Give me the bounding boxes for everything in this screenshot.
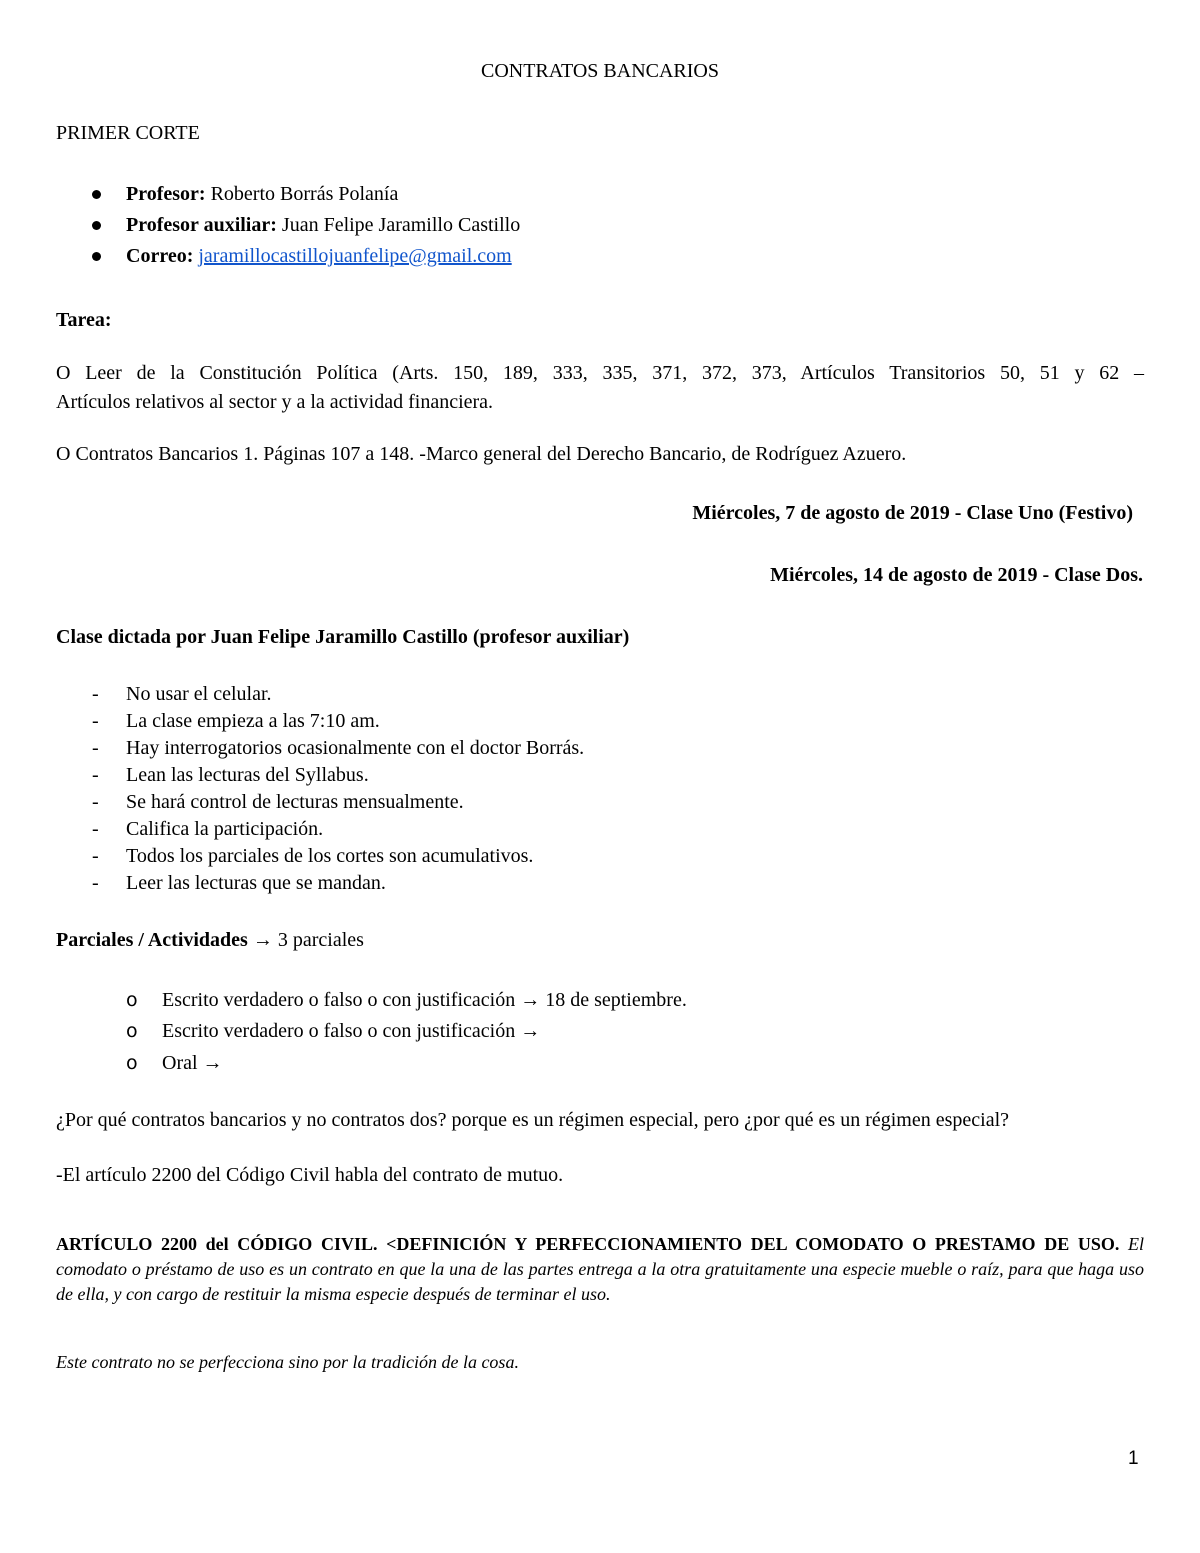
circle-bullet-icon: o: [126, 989, 138, 1011]
question-paragraph: ¿Por qué contratos bancarios y no contratos dos? porque es un régimen especial, pero ¿por qué es un régimen especial?: [56, 1109, 1009, 1131]
professor-line: [126, 181, 398, 207]
bullet-icon: [92, 221, 101, 230]
document-title: CONTRATOS BANCARIOS: [480, 60, 719, 82]
parcial-item: Escrito verdadero o falso o con justificación →: [162, 1020, 541, 1042]
dash-marker: -: [92, 683, 99, 705]
tarea-item-2: O Contratos Bancarios 1. Páginas 107 a 148. -Marco general del Derecho Bancario, de Rodríguez Azuero.: [56, 443, 907, 465]
rule-item: La clase empieza a las 7:10 am.: [126, 710, 380, 732]
article-body: El comodato o préstamo de uso es un contrato en que la una de las partes entrega a la otra gratuitamente una especie mueble o raíz, para que haga uso de ella, y con cargo de restituir la misma especie después de terminar el uso.: [56, 1234, 1144, 1304]
dash-marker: -: [92, 764, 99, 786]
email-label: Correo:: [126, 245, 194, 267]
clase-heading: Clase dictada por Juan Felipe Jaramillo Castillo (profesor auxiliar): [56, 626, 630, 648]
parciales-line: [56, 927, 364, 953]
article-heading: ARTÍCULO 2200 del CÓDIGO CIVIL. <DEFINICIÓN Y PERFECCIONAMIENTO DEL COMODATO O PRESTAMO DE USO.: [56, 1234, 1120, 1254]
dash-marker: -: [92, 818, 99, 840]
rule-item: Hay interrogatorios ocasionalmente con el doctor Borrás.: [126, 737, 585, 759]
professor-name: Roberto Borrás Polanía: [210, 183, 399, 205]
tarea-item-1-line-1: O Leer de la Constitución Política (Arts. 150, 189, 333, 335, 371, 372, 373, Artículos Transitorios 50, 51 y 62 –: [56, 362, 1144, 384]
parcial-item: Escrito verdadero o falso o con justificación → 18 de septiembre.: [162, 989, 687, 1011]
circle-bullet-icon: o: [126, 1020, 138, 1042]
rule-item: Todos los parciales de los cortes son acumulativos.: [126, 845, 534, 867]
section-heading: PRIMER CORTE: [56, 122, 200, 144]
dash-marker: -: [92, 737, 99, 759]
dash-marker: -: [92, 872, 99, 894]
rule-item: No usar el celular.: [126, 683, 272, 705]
rule-item: Se hará control de lecturas mensualmente.: [126, 791, 464, 813]
parcial-item: Oral →: [162, 1052, 223, 1074]
dash-marker: -: [92, 845, 99, 867]
bullet-icon: [92, 190, 101, 199]
article-2200-paragraph: [56, 1232, 1144, 1307]
rule-item: Lean las lecturas del Syllabus.: [126, 764, 369, 786]
assistant-label: Profesor auxiliar:: [126, 214, 277, 236]
bullet-icon: [92, 252, 101, 261]
class-date-2: Miércoles, 14 de agosto de 2019 - Clase Dos.: [770, 564, 1143, 586]
assistant-name: Juan Felipe Jaramillo Castillo: [281, 214, 521, 236]
dash-marker: -: [92, 710, 99, 732]
parciales-label: Parciales / Actividades: [56, 929, 248, 951]
email-line: [126, 243, 512, 269]
assistant-line: [126, 212, 520, 238]
page-number: 1: [1128, 1448, 1139, 1469]
professor-label: Profesor:: [126, 183, 206, 205]
tarea-heading: Tarea:: [56, 309, 112, 331]
circle-bullet-icon: o: [126, 1052, 138, 1074]
rule-item: Leer las lecturas que se mandan.: [126, 872, 386, 894]
rule-item: Califica la participación.: [126, 818, 324, 840]
dash-marker: -: [92, 791, 99, 813]
article-note: -El artículo 2200 del Código Civil habla del contrato de mutuo.: [56, 1164, 564, 1186]
parciales-value: → 3 parciales: [252, 929, 364, 951]
email-link[interactable]: jaramillocastillojuanfelipe@gmail.com: [198, 245, 512, 267]
tarea-item-1-line-2: Artículos relativos al sector y a la actividad financiera.: [56, 391, 494, 413]
article-closing: Este contrato no se perfecciona sino por la tradición de la cosa.: [56, 1352, 519, 1372]
class-date-1: Miércoles, 7 de agosto de 2019 - Clase Uno (Festivo): [692, 502, 1133, 524]
